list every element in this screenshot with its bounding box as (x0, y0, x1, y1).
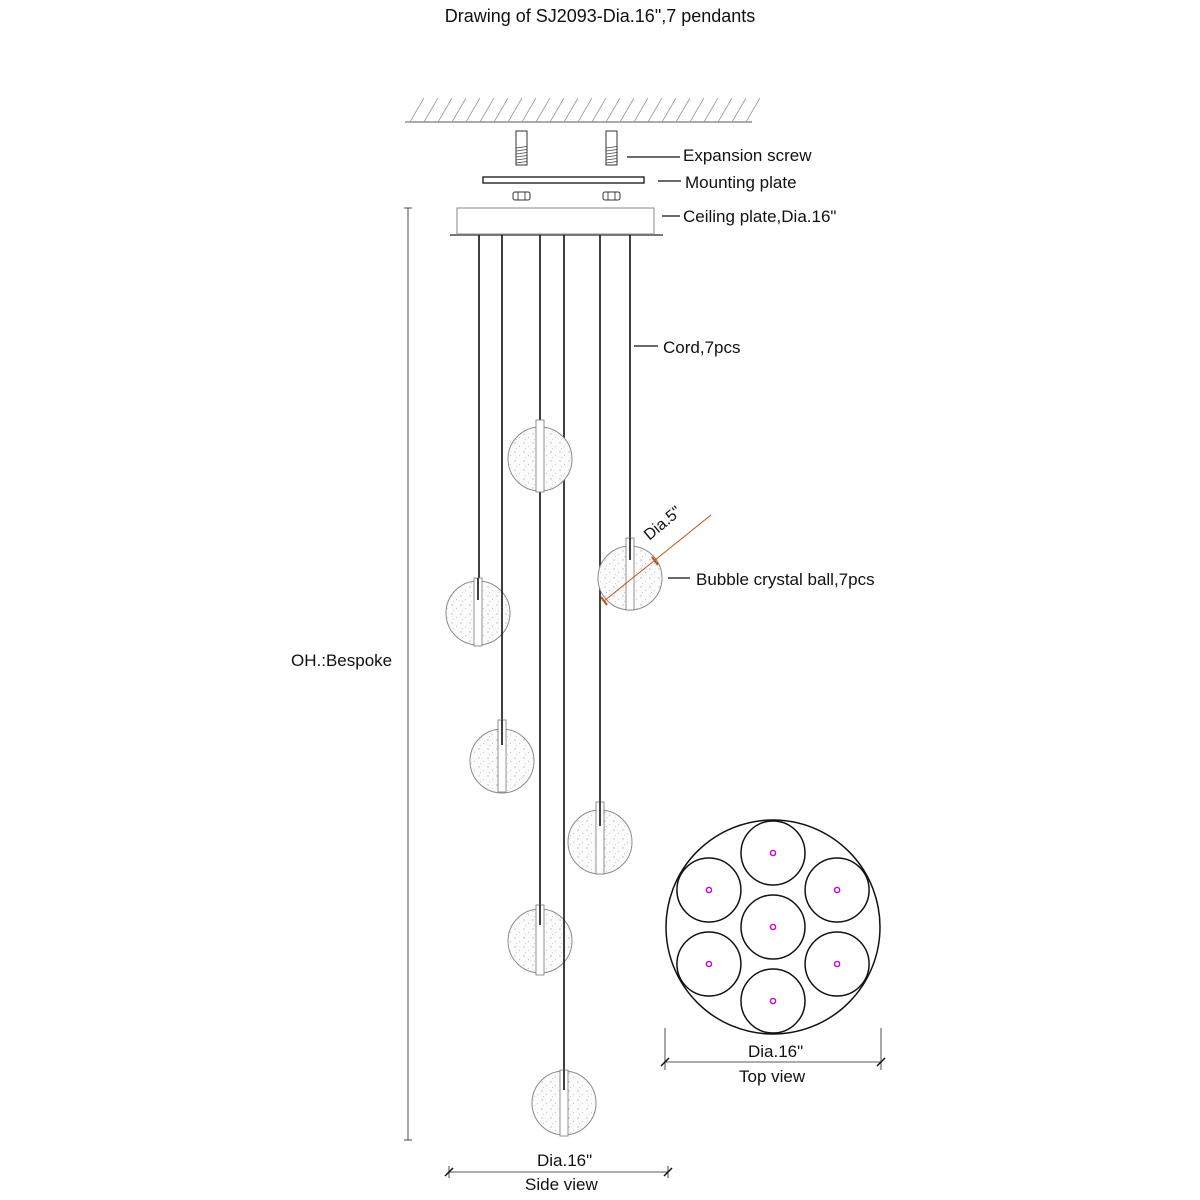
top-diameter-label: Dia.16" (748, 1042, 804, 1061)
pendants (446, 235, 662, 1136)
drawing-title: Drawing of SJ2093-Dia.16",7 pendants (444, 6, 756, 26)
cord-label: Cord,7pcs (663, 338, 741, 357)
top-view (666, 820, 880, 1034)
side-diameter-label: Dia.16" (537, 1151, 593, 1170)
ceiling-hatch (405, 98, 760, 122)
expansion-screw-label: Expansion screw (683, 146, 812, 165)
pendant-3 (508, 235, 572, 975)
top-view-label: Top view (739, 1067, 806, 1086)
top-view-ball (677, 858, 741, 922)
side-view-label: Side view (525, 1175, 598, 1194)
pendant-1 (446, 235, 510, 646)
overall-height-label: OH.:Bespoke (291, 651, 393, 670)
ceiling-plate (457, 208, 654, 234)
top-view-ball (741, 895, 805, 959)
pendant-6 (508, 420, 572, 492)
top-view-ball (805, 932, 869, 996)
overall-height-dimension (404, 208, 412, 1140)
ceiling-plate-label: Ceiling plate,Dia.16" (683, 207, 837, 226)
top-view-ball (741, 821, 805, 885)
pendant-4 (532, 235, 596, 1136)
pendant-7 (598, 235, 662, 610)
top-view-ball (677, 932, 741, 996)
bubble-ball-label: Bubble crystal ball,7pcs (696, 570, 875, 589)
mounting-plate-label: Mounting plate (685, 173, 797, 192)
mounting-plate (483, 177, 644, 183)
top-view-ball (741, 969, 805, 1033)
expansion-screws (516, 131, 617, 165)
top-view-ball (805, 858, 869, 922)
ball-diameter-label: Dia.5" (641, 503, 685, 544)
nuts (513, 192, 620, 200)
